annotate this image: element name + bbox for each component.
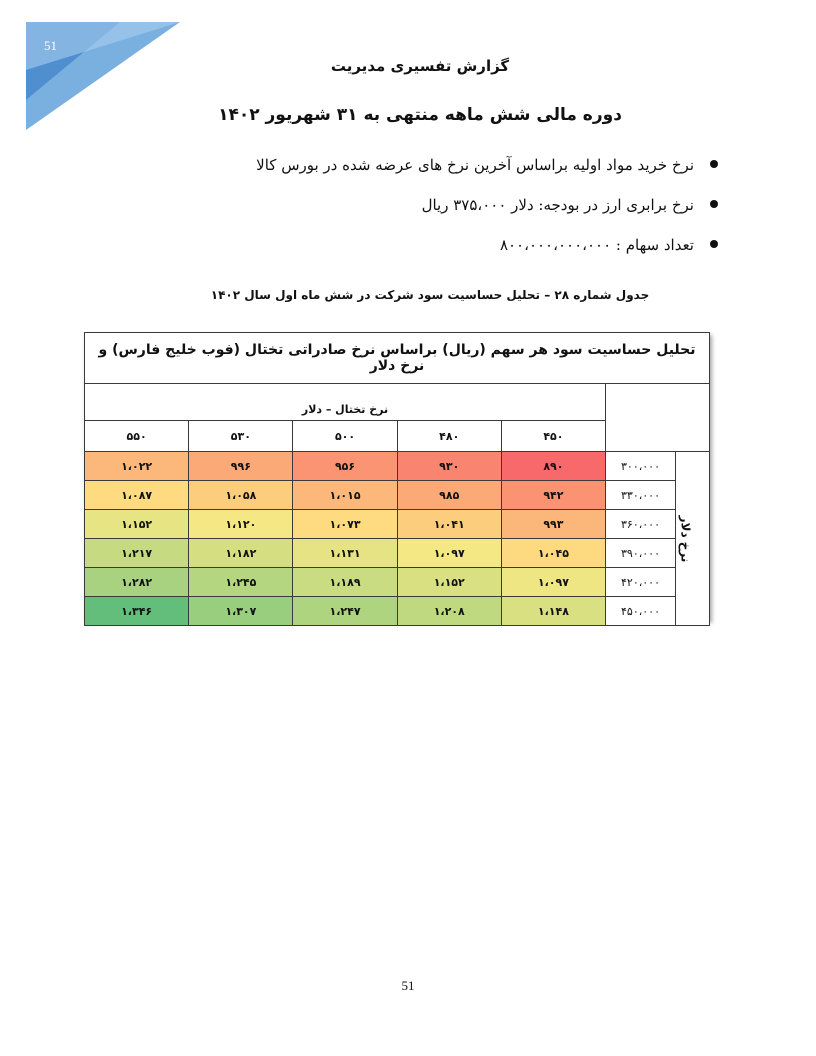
table-cell: ۱،۱۸۲ xyxy=(189,539,293,568)
table-cell: ۱،۱۸۹ xyxy=(293,568,397,597)
table-cell: ۱،۰۸۷ xyxy=(85,481,189,510)
table-cell: ۹۳۰ xyxy=(397,452,501,481)
table-cell: ۹۸۵ xyxy=(397,481,501,510)
row-header: ۳۰۰،۰۰۰ xyxy=(606,452,676,481)
table-row xyxy=(85,481,710,510)
report-header-title: گزارش تفسیری مدیریت xyxy=(330,57,510,75)
table-cell: ۱،۰۴۱ xyxy=(397,510,501,539)
column-header: ۵۳۰ xyxy=(189,421,293,452)
row-header: ۳۶۰،۰۰۰ xyxy=(606,510,676,539)
table-cell: ۱،۲۴۵ xyxy=(189,568,293,597)
bullet-icon xyxy=(710,160,718,168)
table-cell: ۱،۱۵۲ xyxy=(85,510,189,539)
list-item: تعداد سهام : ۸۰۰،۰۰۰،۰۰۰،۰۰۰ xyxy=(158,230,718,270)
table-cell: ۹۹۳ xyxy=(501,510,605,539)
table-cell: ۱،۱۳۱ xyxy=(293,539,397,568)
corner-page-number: 51 xyxy=(44,38,57,53)
column-group-label: نرخ تختال – دلار xyxy=(85,384,606,421)
table-row xyxy=(85,452,710,481)
column-header: ۵۰۰ xyxy=(293,421,397,452)
table-cell: ۱،۲۴۷ xyxy=(293,597,397,626)
table-cell: ۱،۲۱۷ xyxy=(85,539,189,568)
table-caption: جدول شماره ۲۸ – تحلیل حساسیت سود شرکت در شش ماه اول سال ۱۴۰۲ xyxy=(210,288,650,302)
sensitivity-table xyxy=(84,332,710,626)
table-cell: ۱،۲۰۸ xyxy=(397,597,501,626)
table-cell: ۹۴۲ xyxy=(501,481,605,510)
table-cell: ۱،۱۵۲ xyxy=(397,568,501,597)
table-cell: ۱،۰۴۵ xyxy=(501,539,605,568)
row-header: ۳۳۰،۰۰۰ xyxy=(606,481,676,510)
table-cell: ۱،۰۹۷ xyxy=(397,539,501,568)
table-row xyxy=(85,597,710,626)
table-cell: ۱،۱۲۰ xyxy=(189,510,293,539)
sensitivity-table-container xyxy=(84,332,710,620)
column-header: ۴۸۰ xyxy=(397,421,501,452)
table-cell: ۹۵۶ xyxy=(293,452,397,481)
table-cell: ۱،۱۴۸ xyxy=(501,597,605,626)
row-header: ۴۲۰،۰۰۰ xyxy=(606,568,676,597)
table-row xyxy=(85,510,710,539)
table-title: تحلیل حساسیت سود هر سهم (ریال) براساس نرخ صادراتی تختال (فوب خلیج فارس) و نرخ دلار xyxy=(85,333,710,384)
column-header: ۴۵۰ xyxy=(501,421,605,452)
period-title: دوره مالی شش ماهه منتهی به ۳۱ شهریور ۱۴۰۲ xyxy=(218,105,622,125)
table-cell: ۱،۰۷۳ xyxy=(293,510,397,539)
table-cell: ۸۹۰ xyxy=(501,452,605,481)
footer-page-number: 51 xyxy=(401,978,415,993)
table-corner-cell xyxy=(606,384,710,452)
table-cell: ۱،۳۴۶ xyxy=(85,597,189,626)
list-item: نرخ برابری ارز در بودجه: دلار ۳۷۵،۰۰۰ ریال xyxy=(158,190,718,230)
column-header: ۵۵۰ xyxy=(85,421,189,452)
bullet-icon xyxy=(710,240,718,248)
row-group-label: نرخ دلار xyxy=(676,452,710,626)
row-header: ۴۵۰،۰۰۰ xyxy=(606,597,676,626)
table-cell: ۱،۰۱۵ xyxy=(293,481,397,510)
table-row xyxy=(85,568,710,597)
table-cell: ۱،۰۲۲ xyxy=(85,452,189,481)
table-cell: ۹۹۶ xyxy=(189,452,293,481)
table-cell: ۱،۰۵۸ xyxy=(189,481,293,510)
table-cell: ۱،۳۰۷ xyxy=(189,597,293,626)
table-row xyxy=(85,539,710,568)
bullet-icon xyxy=(710,200,718,208)
table-cell: ۱،۰۹۷ xyxy=(501,568,605,597)
assumptions-list xyxy=(158,150,718,270)
list-item: نرخ خرید مواد اولیه براساس آخرین نرخ های عرضه شده در بورس کالا xyxy=(158,150,718,190)
table-cell: ۱،۲۸۲ xyxy=(85,568,189,597)
row-header: ۳۹۰،۰۰۰ xyxy=(606,539,676,568)
